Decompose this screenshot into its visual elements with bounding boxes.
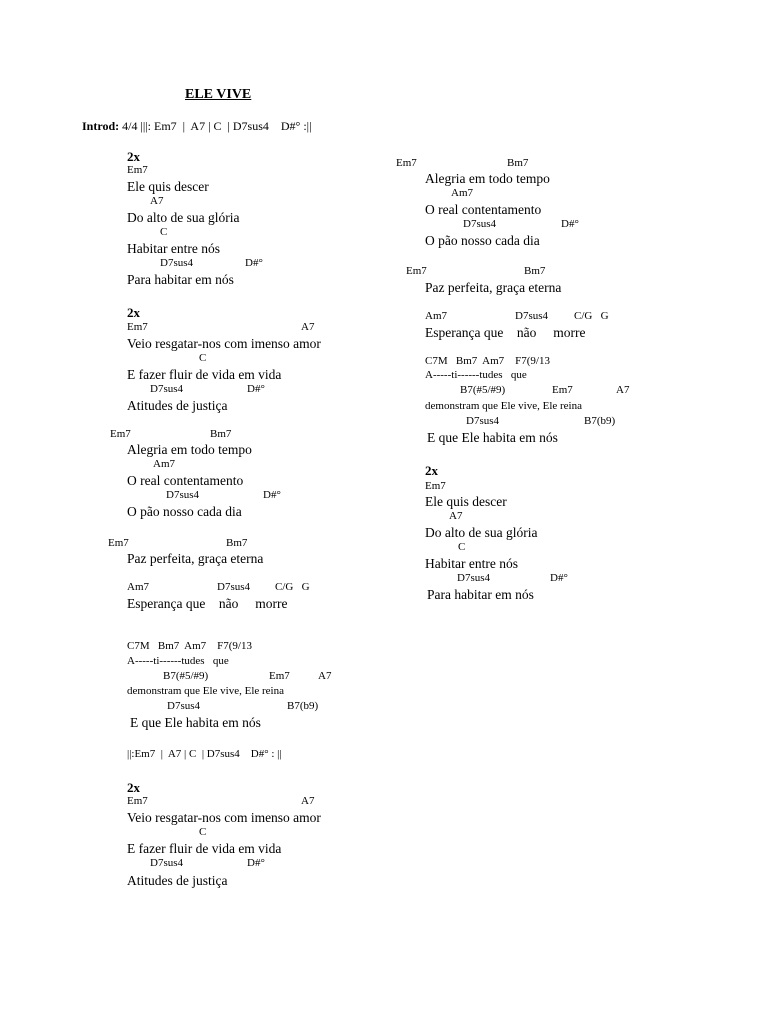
chord-line: Am7 (153, 458, 175, 470)
chord-line: Em7 (108, 537, 129, 549)
lyric-line: Alegria em todo tempo (127, 442, 252, 457)
chord-line: Am7 (127, 581, 149, 593)
chord-line: C7M Bm7 Am7 F7(9/13 (425, 355, 550, 367)
chord-line: Em7 (406, 265, 427, 277)
lyric-line: O pão nosso cada dia (127, 504, 242, 519)
repeat-marker: 2x (425, 463, 438, 478)
chord-line: A7 (301, 795, 315, 807)
chord-line: D7sus4 (466, 415, 500, 427)
chord-line: B7(b9) (287, 700, 319, 712)
repeat-marker: 2x (127, 780, 140, 795)
chord-line: D7sus4 (457, 572, 491, 584)
chord-line: Em7 (127, 164, 148, 176)
lyric-line: Habitar entre nós (425, 556, 518, 571)
chord-line: A7 (616, 384, 630, 396)
chord-line: Bm7 (226, 537, 248, 549)
chord-line: B7(b9) (584, 415, 616, 427)
lyric-line: Atitudes de justiça (127, 873, 228, 888)
lyric-line: E fazer fluir de vida em vida (127, 841, 282, 856)
chord-line: D#° (263, 489, 281, 501)
chord-line: D7sus4 (167, 700, 201, 712)
chord-line: C/G G (574, 310, 609, 322)
lyric-line: Habitar entre nós (127, 241, 220, 256)
lyric-line: Ele quis descer (127, 179, 209, 194)
lyric-line: O pão nosso cada dia (425, 233, 540, 248)
lyric-line: Veio resgatar-nos com imenso amor (127, 336, 321, 351)
lyric-line: Para habitar em nós (427, 587, 534, 602)
lyric-line: E fazer fluir de vida em vida (127, 367, 282, 382)
lyric-line: Esperança que não morre (127, 596, 288, 611)
lyric-line: O real contentamento (127, 473, 244, 488)
repeat-marker: 2x (127, 149, 140, 164)
chord-line: Am7 (425, 310, 447, 322)
chord-line: D7sus4 (166, 489, 200, 501)
chord-line: demonstram que Ele vive, Ele reina (127, 685, 284, 697)
chord-line: C (160, 226, 168, 238)
chord-line: D#° (247, 857, 265, 869)
chord-line: Em7 (110, 428, 131, 440)
chord-line: Em7 (425, 480, 446, 492)
lyric-line: Alegria em todo tempo (425, 171, 550, 186)
chord-line: B7(#5/#9) (163, 670, 209, 682)
lyric-line: O real contentamento (425, 202, 542, 217)
chord-line: A7 (301, 321, 315, 333)
chord-line: A7 (318, 670, 332, 682)
chord-line: D7sus4 (515, 310, 549, 322)
chord-line: D#° (247, 383, 265, 395)
lyric-line: Atitudes de justiça (127, 398, 228, 413)
chord-line: C (458, 541, 466, 553)
chord-line: D7sus4 (217, 581, 251, 593)
chord-line: D7sus4 (160, 257, 194, 269)
chord-line: Em7 (127, 795, 148, 807)
chord-line: D#° (550, 572, 568, 584)
chord-line: Am7 (451, 187, 473, 199)
chord-line: A7 (449, 510, 463, 522)
lyric-line: Para habitar em nós (127, 272, 234, 287)
intro-chords: 4/4 |||: Em7 | A7 | C | D7sus4 D#° :|| (119, 119, 312, 133)
chord-line: C7M Bm7 Am7 F7(9/13 (127, 640, 252, 652)
lyric-line: Esperança que não morre (425, 325, 586, 340)
chord-line: C (199, 826, 207, 838)
song-title: ELE VIVE (185, 87, 252, 102)
lyric-line: Do alto de sua glória (127, 210, 240, 225)
lyric-line: Paz perfeita, graça eterna (127, 551, 264, 566)
chord-line: Em7 (269, 670, 290, 682)
chord-line: D#° (245, 257, 263, 269)
lyric-line: Ele quis descer (425, 494, 507, 509)
repeat-marker: 2x (127, 305, 140, 320)
chord-line: Em7 (396, 157, 417, 169)
intro-label: Introd: (82, 119, 120, 133)
lyric-line: Paz perfeita, graça eterna (425, 280, 562, 295)
chord-line: B7(#5/#9) (460, 384, 506, 396)
chord-line: Bm7 (210, 428, 232, 440)
chord-line: D7sus4 (150, 383, 184, 395)
chord-line: Em7 (127, 321, 148, 333)
chord-line: Bm7 (507, 157, 529, 169)
chord-line: C/G G (275, 581, 310, 593)
chord-line: A7 (150, 195, 164, 207)
lyric-line: E que Ele habita em nós (427, 430, 558, 445)
chord-line: A-----ti------tudes que (127, 655, 229, 667)
chord-line: A-----ti------tudes que (425, 369, 527, 381)
lyric-line: E que Ele habita em nós (130, 715, 261, 730)
lyric-line: Veio resgatar-nos com imenso amor (127, 810, 321, 825)
chord-line: C (199, 352, 207, 364)
chord-line: Em7 (552, 384, 573, 396)
chord-line: Bm7 (524, 265, 546, 277)
lyric-line: Do alto de sua glória (425, 525, 538, 540)
chord-line: demonstram que Ele vive, Ele reina (425, 400, 582, 412)
intro-line (82, 120, 312, 132)
chord-line: ||:Em7 | A7 | C | D7sus4 D#° : || (127, 748, 282, 760)
chord-line: D#° (561, 218, 579, 230)
chord-line: D7sus4 (150, 857, 184, 869)
chord-line: D7sus4 (463, 218, 497, 230)
